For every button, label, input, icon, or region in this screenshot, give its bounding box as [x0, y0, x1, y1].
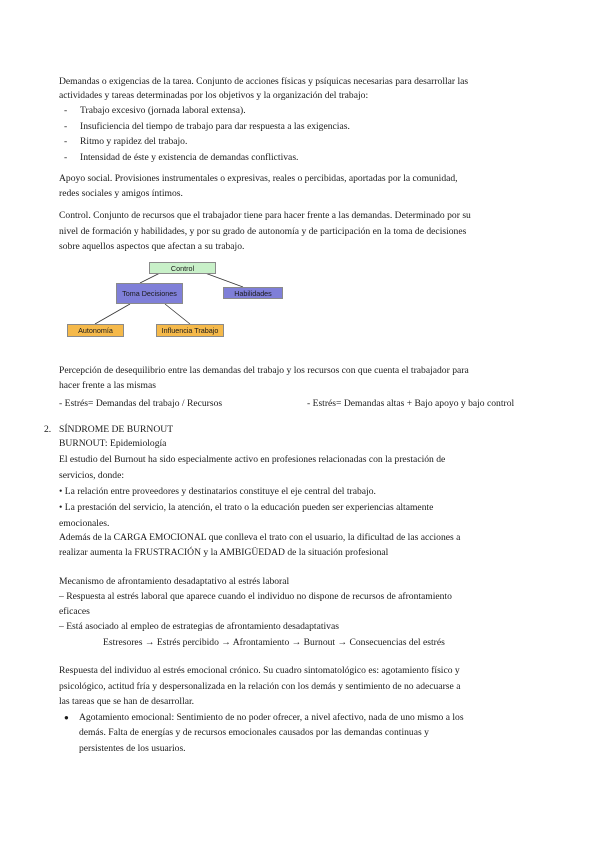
demandas-item-4: Intensidad de éste y existencia de demandas conflictivas. [80, 152, 299, 163]
percepcion-line-2: hacer frente a las mismas [59, 380, 156, 391]
burnout-bullet-2-line-2: emocionales. [59, 518, 110, 529]
demandas-line-1: Demandas o exigencias de la tarea. Conjunto de acciones físicas y psíquicas necesarias para desarrollar las [59, 76, 469, 87]
respuesta-line-1: Respuesta del individuo al estrés emocional crónico. Su cuadro sintomatológico es: agotamiento físico y [59, 665, 460, 676]
respuesta-line-2: psicológico, actitud fría y despersonalizada en la relación con los demás y sentimiento de no adecuarse a [59, 681, 461, 692]
agotamiento-line-3: persistentes de los usuarios. [79, 743, 186, 754]
list-dash: - [64, 136, 68, 147]
burnout-p2-line-1: Además de la CARGA EMOCIONAL que conlleva el trato con el usuario, la dificultad de las acciones a [59, 532, 461, 543]
burnout-bullet-1: • La relación entre proveedores y destinatarios constituye el eje central del trabajo. [59, 486, 376, 497]
demandas-item-3: Ritmo y rapidez del trabajo. [80, 136, 188, 147]
demandas-item-2: Insuficiencia del tiempo de trabajo para dar respuesta a las exigencias. [80, 121, 350, 132]
list-dash: - [64, 105, 68, 116]
burnout-p2-line-2: realizar aumenta la FRUSTRACIÓN y la AMBIGÜEDAD de la situación profesional [59, 547, 389, 558]
bullet-dot: ● [64, 713, 69, 722]
diagram-node-autonomia: Autonomía [67, 324, 124, 337]
control-line-1: Control. Conjunto de recursos que el trabajador tiene para hacer frente a las demandas. Determinado por su [59, 210, 471, 221]
mecanismo-line-2: eficaces [59, 606, 90, 617]
mecanismo-title: Mecanismo de afrontamiento desadaptativo al estrés laboral [59, 576, 290, 587]
apoyo-line-2: redes sociales y amigos íntimos. [59, 188, 183, 199]
burnout-p1-line-1: El estudio del Burnout ha sido especialmente activo en profesiones relacionadas con la prestación de [59, 454, 446, 465]
demandas-item-1: Trabajo excesivo (jornada laboral extensa). [80, 105, 246, 116]
list-dash: - [64, 152, 68, 163]
respuesta-line-3: las tareas que se han de desarrollar. [59, 696, 195, 707]
burnout-p1-line-2: servicios, donde: [59, 470, 125, 481]
section-subheading: BURNOUT: Epidemiología [59, 438, 167, 449]
diagram-node-habilidades: Habilidades [223, 287, 283, 299]
connector-control-habilidades [205, 273, 243, 287]
agotamiento-line-2: demás. Falta de energías y de recursos emocionales causados por las demandas continuas y [79, 727, 429, 738]
connector-control-toma [140, 273, 160, 283]
formula-right: - Estrés= Demandas altas + Bajo apoyo y bajo control [307, 398, 515, 409]
list-dash: - [64, 121, 68, 132]
connector-toma-autonomia [95, 304, 130, 324]
burnout-bullet-2-line-1: • La prestación del servicio, la atención, el trato o la educación pueden ser experiencias altamente [59, 502, 434, 513]
section-heading: SÍNDROME DE BURNOUT [59, 424, 174, 435]
agotamiento-line-1: Agotamiento emocional: Sentimiento de no poder ofrecer, a nivel afectivo, nada de uno mismo a los [79, 712, 464, 723]
diagram-node-influencia-trabajo: Influencia Trabajo [156, 324, 224, 337]
connector-toma-influencia [165, 304, 190, 324]
formula-left: - Estrés= Demandas del trabajo / Recursos [59, 398, 223, 409]
control-line-3: sobre aquellos aspectos que afectan a su trabajo. [59, 241, 245, 252]
percepcion-line-1: Percepción de desequilibrio entre las demandas del trabajo y los recursos con que cuenta el trabajador para [59, 365, 469, 376]
demandas-line-2: actividades y tareas determinadas por los objetivos y la organización del trabajo: [59, 90, 369, 101]
section-number: 2. [44, 424, 52, 435]
diagram-node-toma-decisiones: Toma Decisiones [116, 283, 183, 304]
mecanismo-line-3: – Está asociado al empleo de estrategias de afrontamiento desadaptativas [59, 621, 339, 632]
diagram-node-control: Control [149, 262, 216, 274]
mecanismo-chain: Estresores → Estrés percibido → Afrontamiento → Burnout → Consecuencias del estrés [103, 637, 445, 648]
mecanismo-line-1: – Respuesta al estrés laboral que aparece cuando el individuo no dispone de recursos de afrontamiento [59, 591, 452, 602]
control-line-2: nivel de formación y habilidades, y por su grado de autonomía y de participación en la toma de decisiones [59, 226, 467, 237]
apoyo-line-1: Apoyo social. Provisiones instrumentales o expresivas, reales o percibidas, aportadas por la comunidad, [59, 173, 458, 184]
